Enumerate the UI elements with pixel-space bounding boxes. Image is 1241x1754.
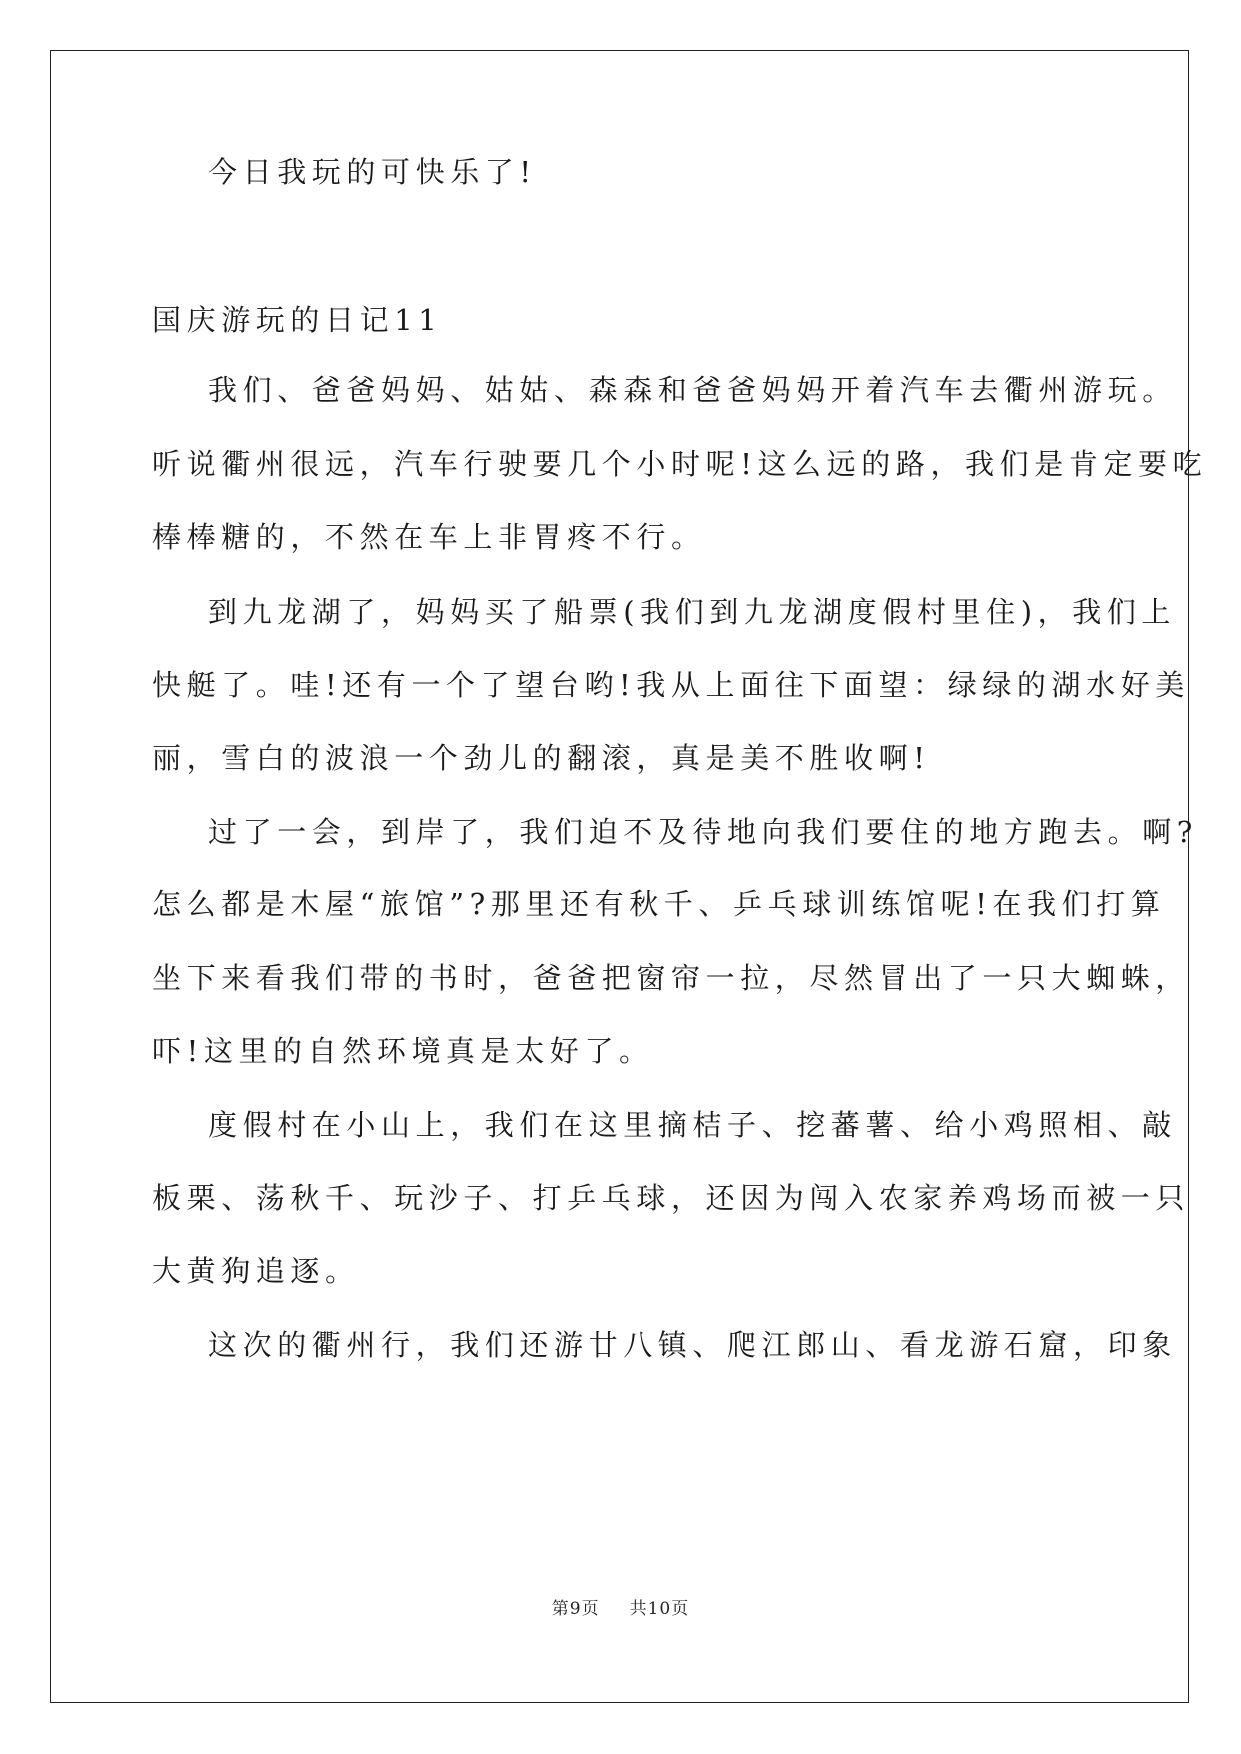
- paragraph-line: 听说衢州很远，汽车行驶要几个小时呢!这么远的路，我们是肯定要吃: [152, 447, 1208, 481]
- paragraph-line: 吓!这里的自然环境真是太好了。: [152, 1034, 654, 1068]
- paragraph-line: 棒棒糖的，不然在车上非胃疼不行。: [152, 520, 706, 554]
- paragraph-line: 怎么都是木屋“旅馆”?那里还有秋千、乒乓球训练馆呢!在我们打算: [152, 887, 1166, 921]
- paragraph-line: 我们、爸爸妈妈、姑姑、森森和爸爸妈妈开着汽车去衢州游玩。: [208, 373, 1177, 407]
- page-footer: [0, 1594, 1241, 1619]
- paragraph-line: 这次的衢州行，我们还游廿八镇、爬江郎山、看龙游石窟，印象: [208, 1328, 1177, 1362]
- paragraph-line: 今日我玩的可快乐了!: [208, 155, 537, 189]
- page-border: [50, 50, 1189, 1703]
- paragraph-line: 坐下来看我们带的书时，爸爸把窗帘一拉，尽然冒出了一只大蜘蛛，: [152, 961, 1191, 995]
- page-total: 共10页: [629, 1599, 690, 1619]
- paragraph-line: 板栗、荡秋千、玩沙子、打乒乓球，还因为闯入农家养鸡场而被一只: [152, 1181, 1191, 1215]
- paragraph-line: 快艇了。哇!还有一个了望台哟!我从上面往下面望：绿绿的湖水好美: [152, 668, 1190, 702]
- page-number: 第9页: [551, 1599, 600, 1619]
- paragraph-line: 丽，雪白的波浪一个劲儿的翻滚，真是美不胜收啊!: [152, 741, 931, 775]
- paragraph-line: 大黄狗追逐。: [152, 1254, 360, 1288]
- section-heading: 国庆游玩的日记11: [152, 303, 443, 337]
- paragraph-line: 度假村在小山上，我们在这里摘桔子、挖蕃薯、给小鸡照相、敲: [208, 1108, 1177, 1142]
- paragraph-line: 过了一会，到岸了，我们迫不及待地向我们要住的地方跑去。啊?: [208, 815, 1198, 849]
- paragraph-line: 到九龙湖了，妈妈买了船票(我们到九龙湖度假村里住)，我们上: [208, 595, 1177, 629]
